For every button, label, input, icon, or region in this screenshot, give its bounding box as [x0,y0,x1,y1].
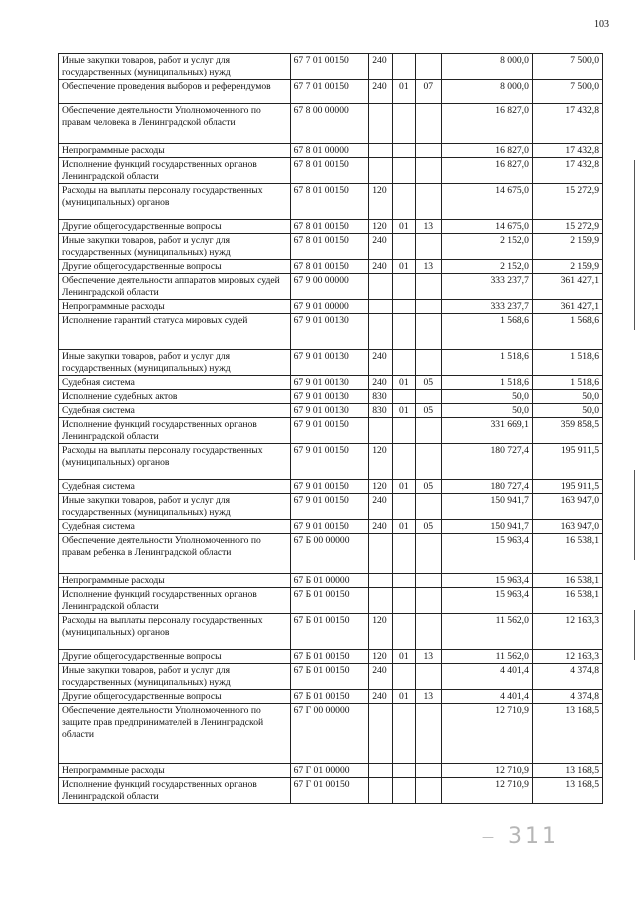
row-vr [369,704,392,764]
row-rz [392,184,415,220]
scan-edge-mark [634,610,635,660]
row-name: Иные закупки товаров, работ и услуг для государственных (муниципальных) нужд [59,234,291,260]
row-amount-year2: 2 159,9 [532,234,602,260]
row-code: 67 Б 01 00150 [290,664,369,690]
table-row [59,588,603,614]
row-amount-year2: 1 518,6 [532,350,602,376]
row-amount-year1: 8 000,0 [441,54,532,80]
row-amount-year2: 195 911,5 [532,480,602,494]
row-code: 67 8 00 00000 [290,104,369,144]
table-row [59,444,603,480]
row-vr: 120 [369,480,392,494]
row-vr: 240 [369,520,392,534]
page-stamp [482,824,559,849]
row-amount-year1: 180 727,4 [441,480,532,494]
row-amount-year1: 333 237,7 [441,274,532,300]
row-name: Обеспечение деятельности Уполномоченного по правам ребенка в Ленинградской области [59,534,291,574]
row-amount-year1: 12 710,9 [441,778,532,804]
row-name: Исполнение гарантий статуса мировых судей [59,314,291,350]
row-rz [392,350,415,376]
row-amount-year2: 163 947,0 [532,494,602,520]
row-amount-year1: 331 669,1 [441,418,532,444]
row-pr [416,574,442,588]
row-code: 67 8 01 00000 [290,144,369,158]
row-code: 67 7 01 00150 [290,80,369,104]
row-vr [369,764,392,778]
row-code: 67 Б 01 00150 [290,588,369,614]
row-code: 67 8 01 00150 [290,184,369,220]
stamp-dash: — [482,830,494,844]
row-pr [416,764,442,778]
row-rz [392,274,415,300]
row-amount-year2: 16 538,1 [532,574,602,588]
row-rz: 01 [392,480,415,494]
row-pr: 13 [416,690,442,704]
row-rz [392,534,415,574]
row-amount-year1: 8 000,0 [441,80,532,104]
table-row [59,520,603,534]
row-pr [416,494,442,520]
row-pr: 07 [416,80,442,104]
row-amount-year2: 16 538,1 [532,588,602,614]
row-code: 67 8 01 00150 [290,260,369,274]
row-name: Непрограммные расходы [59,764,291,778]
table-row [59,690,603,704]
row-amount-year2: 4 374,8 [532,690,602,704]
row-pr [416,144,442,158]
row-vr: 830 [369,390,392,404]
row-code: 67 Б 01 00150 [290,690,369,704]
row-amount-year2: 361 427,1 [532,300,602,314]
row-vr [369,778,392,804]
row-rz [392,614,415,650]
row-amount-year2: 163 947,0 [532,520,602,534]
table-row [59,480,603,494]
row-rz [392,418,415,444]
row-name: Расходы на выплаты персоналу государственных (муниципальных) органов [59,444,291,480]
row-amount-year2: 359 858,5 [532,418,602,444]
row-amount-year2: 17 432,8 [532,104,602,144]
table-row [59,376,603,390]
row-vr: 120 [369,220,392,234]
table-row [59,80,603,104]
row-amount-year2: 50,0 [532,404,602,418]
row-amount-year2: 17 432,8 [532,158,602,184]
row-vr [369,104,392,144]
row-pr: 05 [416,520,442,534]
row-code: 67 7 01 00150 [290,54,369,80]
row-code: 67 Б 00 00000 [290,534,369,574]
row-code: 67 Б 01 00150 [290,614,369,650]
row-amount-year1: 14 675,0 [441,184,532,220]
row-vr [369,158,392,184]
row-amount-year2: 15 272,9 [532,220,602,234]
row-pr: 05 [416,376,442,390]
row-vr: 240 [369,234,392,260]
row-pr [416,314,442,350]
row-pr [416,54,442,80]
row-amount-year2: 2 159,9 [532,260,602,274]
row-vr: 240 [369,690,392,704]
table-row [59,104,603,144]
row-vr [369,144,392,158]
row-rz [392,494,415,520]
row-rz [392,390,415,404]
row-pr: 13 [416,650,442,664]
row-code: 67 Г 01 00000 [290,764,369,778]
row-code: 67 9 01 00150 [290,480,369,494]
row-rz [392,54,415,80]
table-row [59,650,603,664]
row-amount-year2: 15 272,9 [532,184,602,220]
row-name: Расходы на выплаты персоналу государственных (муниципальных) органов [59,184,291,220]
row-name: Непрограммные расходы [59,144,291,158]
row-amount-year2: 195 911,5 [532,444,602,480]
row-rz: 01 [392,404,415,418]
row-amount-year1: 333 237,7 [441,300,532,314]
row-vr: 240 [369,54,392,80]
row-code: 67 8 01 00150 [290,220,369,234]
row-vr: 120 [369,184,392,220]
table-row [59,144,603,158]
row-amount-year1: 180 727,4 [441,444,532,480]
row-rz [392,444,415,480]
row-name: Исполнение судебных актов [59,390,291,404]
row-pr [416,614,442,650]
row-pr: 05 [416,404,442,418]
row-vr [369,314,392,350]
row-amount-year1: 16 827,0 [441,158,532,184]
row-amount-year2: 12 163,3 [532,614,602,650]
row-amount-year2: 7 500,0 [532,80,602,104]
row-name: Судебная система [59,480,291,494]
row-amount-year1: 11 562,0 [441,650,532,664]
row-name: Другие общегосударственные вопросы [59,260,291,274]
row-code: 67 9 01 00150 [290,520,369,534]
row-code: 67 9 01 00150 [290,494,369,520]
row-vr [369,300,392,314]
row-amount-year1: 150 941,7 [441,520,532,534]
row-pr [416,664,442,690]
stamp-number: 311 [508,824,559,849]
row-name: Обеспечение деятельности аппаратов мировых судей Ленинградской области [59,274,291,300]
table-row [59,704,603,764]
row-rz [392,704,415,764]
row-amount-year1: 50,0 [441,390,532,404]
row-code: 67 8 01 00150 [290,234,369,260]
row-pr [416,444,442,480]
row-amount-year2: 13 168,5 [532,778,602,804]
row-code: 67 8 01 00150 [290,158,369,184]
row-vr [369,588,392,614]
row-code: 67 9 01 00130 [290,376,369,390]
row-amount-year2: 13 168,5 [532,704,602,764]
row-name: Исполнение функций государственных органов Ленинградской области [59,158,291,184]
table-row [59,390,603,404]
table-row [59,778,603,804]
row-pr [416,350,442,376]
row-amount-year2: 4 374,8 [532,664,602,690]
row-code: 67 Б 01 00150 [290,650,369,664]
row-rz [392,764,415,778]
row-code: 67 9 01 00130 [290,350,369,376]
row-name: Другие общегосударственные вопросы [59,690,291,704]
row-code: 67 9 01 00150 [290,444,369,480]
row-amount-year1: 12 710,9 [441,704,532,764]
row-name: Расходы на выплаты персоналу государственных (муниципальных) органов [59,614,291,650]
row-vr: 240 [369,80,392,104]
row-rz [392,158,415,184]
table-row [59,494,603,520]
row-code: 67 Г 01 00150 [290,778,369,804]
row-rz [392,144,415,158]
row-amount-year1: 15 963,4 [441,574,532,588]
row-rz: 01 [392,80,415,104]
table-row [59,300,603,314]
row-amount-year1: 50,0 [441,404,532,418]
row-name: Иные закупки товаров, работ и услуг для государственных (муниципальных) нужд [59,54,291,80]
row-amount-year1: 11 562,0 [441,614,532,650]
row-code: 67 Г 00 00000 [290,704,369,764]
row-pr [416,300,442,314]
row-amount-year1: 16 827,0 [441,104,532,144]
row-vr: 240 [369,664,392,690]
row-pr [416,588,442,614]
row-code: 67 9 01 00130 [290,314,369,350]
row-rz: 01 [392,260,415,274]
row-vr [369,574,392,588]
row-amount-year1: 1 518,6 [441,350,532,376]
row-pr [416,778,442,804]
row-rz: 01 [392,520,415,534]
row-pr [416,158,442,184]
row-rz [392,314,415,350]
row-vr [369,418,392,444]
row-name: Исполнение функций государственных органов Ленинградской области [59,778,291,804]
row-amount-year2: 17 432,8 [532,144,602,158]
row-amount-year2: 361 427,1 [532,274,602,300]
row-rz: 01 [392,220,415,234]
row-rz [392,104,415,144]
row-rz [392,574,415,588]
table-row [59,534,603,574]
row-name: Судебная система [59,404,291,418]
table-row [59,234,603,260]
scan-edge-mark [634,160,635,330]
scan-edge-mark [634,470,635,560]
table-row [59,184,603,220]
table-row [59,274,603,300]
row-vr [369,274,392,300]
table-row [59,220,603,234]
row-rz [392,778,415,804]
row-name: Иные закупки товаров, работ и услуг для государственных (муниципальных) нужд [59,664,291,690]
row-code: 67 9 01 00130 [290,390,369,404]
row-pr [416,274,442,300]
row-amount-year2: 1 518,6 [532,376,602,390]
row-name: Обеспечение деятельности Уполномоченного по правам человека в Ленинградской области [59,104,291,144]
row-vr: 830 [369,404,392,418]
row-name: Судебная система [59,376,291,390]
budget-table [58,53,603,804]
row-vr: 240 [369,376,392,390]
table-row [59,664,603,690]
row-name: Обеспечение деятельности Уполномоченного по защите прав предпринимателей в Ленинградской области [59,704,291,764]
row-amount-year1: 1 568,6 [441,314,532,350]
row-pr: 13 [416,260,442,274]
row-code: 67 9 00 00000 [290,274,369,300]
row-name: Другие общегосударственные вопросы [59,220,291,234]
row-name: Непрограммные расходы [59,300,291,314]
row-pr [416,704,442,764]
row-vr: 120 [369,444,392,480]
table-row [59,764,603,778]
row-vr: 120 [369,650,392,664]
table-row [59,404,603,418]
row-amount-year1: 15 963,4 [441,534,532,574]
row-rz: 01 [392,376,415,390]
row-vr: 240 [369,260,392,274]
row-amount-year2: 1 568,6 [532,314,602,350]
row-amount-year1: 1 518,6 [441,376,532,390]
row-pr: 13 [416,220,442,234]
table-row [59,260,603,274]
row-amount-year2: 13 168,5 [532,764,602,778]
table-row [59,314,603,350]
row-amount-year1: 2 152,0 [441,234,532,260]
row-vr: 240 [369,494,392,520]
table-row [59,54,603,80]
row-rz [392,588,415,614]
row-pr [416,184,442,220]
row-amount-year1: 2 152,0 [441,260,532,274]
row-amount-year1: 4 401,4 [441,664,532,690]
row-rz: 01 [392,690,415,704]
row-vr: 240 [369,350,392,376]
page-number: 103 [594,19,609,30]
budget-table-body [59,54,603,804]
row-pr [416,534,442,574]
row-pr [416,104,442,144]
row-code: 67 9 01 00150 [290,418,369,444]
row-amount-year2: 12 163,3 [532,650,602,664]
row-name: Обеспечение проведения выборов и референдумов [59,80,291,104]
row-amount-year2: 50,0 [532,390,602,404]
row-amount-year2: 7 500,0 [532,54,602,80]
table-row [59,614,603,650]
row-pr: 05 [416,480,442,494]
row-rz [392,664,415,690]
table-row [59,418,603,444]
table-row [59,158,603,184]
row-rz [392,234,415,260]
row-amount-year2: 16 538,1 [532,534,602,574]
row-pr [416,234,442,260]
row-pr [416,418,442,444]
row-code: 67 9 01 00000 [290,300,369,314]
row-name: Исполнение функций государственных органов Ленинградской области [59,588,291,614]
table-row [59,350,603,376]
row-amount-year1: 150 941,7 [441,494,532,520]
row-code: 67 Б 01 00000 [290,574,369,588]
row-vr [369,534,392,574]
row-name: Другие общегосударственные вопросы [59,650,291,664]
row-amount-year1: 12 710,9 [441,764,532,778]
row-code: 67 9 01 00130 [290,404,369,418]
row-amount-year1: 14 675,0 [441,220,532,234]
row-name: Иные закупки товаров, работ и услуг для государственных (муниципальных) нужд [59,350,291,376]
row-rz: 01 [392,650,415,664]
row-pr [416,390,442,404]
row-name: Иные закупки товаров, работ и услуг для государственных (муниципальных) нужд [59,494,291,520]
row-name: Непрограммные расходы [59,574,291,588]
row-rz [392,300,415,314]
table-row [59,574,603,588]
row-name: Исполнение функций государственных органов Ленинградской области [59,418,291,444]
row-name: Судебная система [59,520,291,534]
row-vr: 120 [369,614,392,650]
row-amount-year1: 4 401,4 [441,690,532,704]
row-amount-year1: 16 827,0 [441,144,532,158]
row-amount-year1: 15 963,4 [441,588,532,614]
